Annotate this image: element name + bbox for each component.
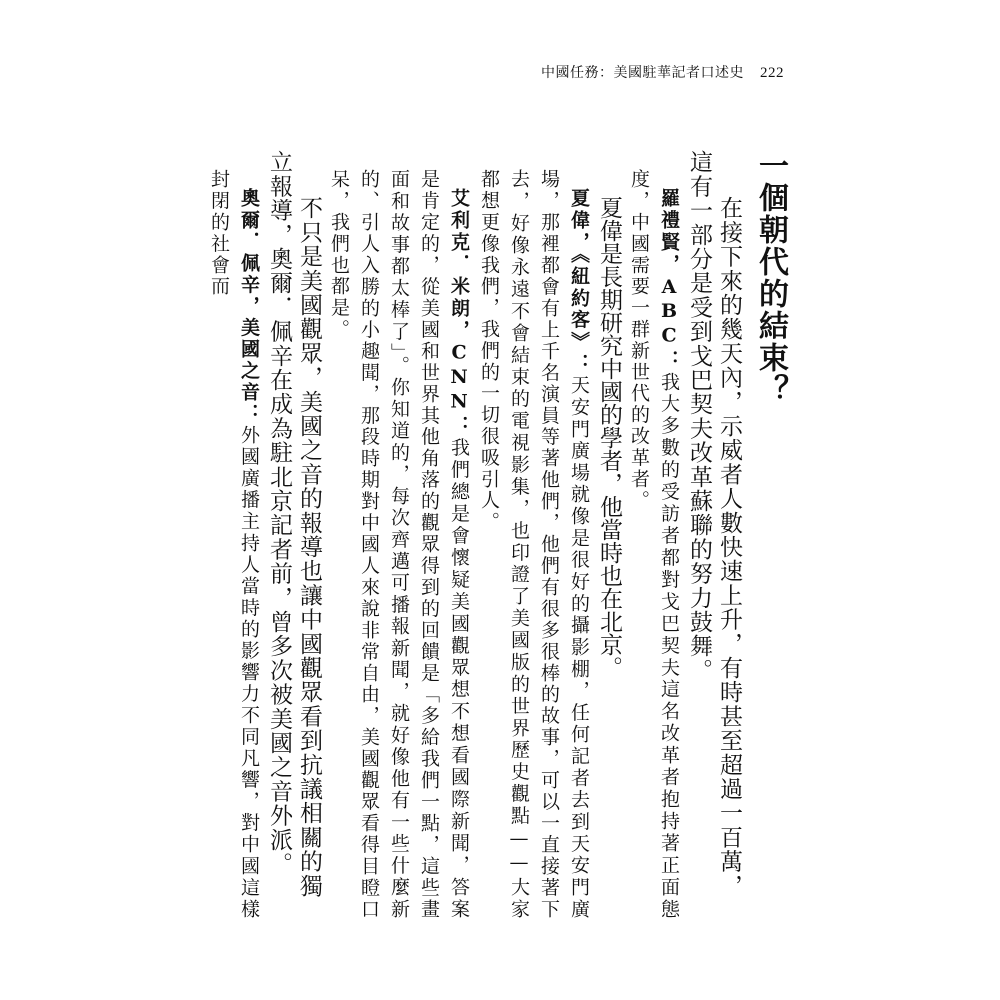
- interview-quote: [624, 150, 684, 920]
- quote-text: 我們總是會懷疑美國觀眾想不想看國際新聞，答案是肯定的，從美國和世界其他角落的觀眾得到的回饋是「多給我們一點，這些畫面和故事都太棒了」。你知道的，每次齊邁可播報新聞，就好像他有一些什麼新的、引人入勝的小趣聞，那段時期對中國人來說非常自由，美國觀眾看得目瞪口呆，我們也都是。: [328, 169, 470, 920]
- interview-quote: [474, 150, 594, 920]
- book-title: 中國任務：美國駐華記者口述史: [541, 65, 744, 81]
- interview-quote: [204, 150, 264, 920]
- page-body: [204, 150, 788, 920]
- interview-quote: [324, 150, 474, 920]
- body-paragraph: 在接下來的幾天內，示威者人數快速上升，有時甚至超過一百萬，這有一部分是受到戈巴契夫改革蘇聯的努力鼓舞。: [686, 150, 742, 898]
- body-paragraph: 夏偉是長期研究中國的學者，他當時也在北京。: [596, 196, 622, 679]
- quote-text: 我大多數的受訪者都對戈巴契夫這名改革者抱持著正面態度，中國需要一群新世代的改革者。: [628, 169, 680, 920]
- quote-speaker: 夏偉，《紐約客》：: [568, 188, 590, 375]
- page-number: 222: [760, 65, 784, 81]
- quote-text: 天安門廣場就像是很好的攝影棚，任何記者去到天安門廣場，那裡都會有上千名演員等著他們，他們有很多很棒的故事，可以一直接著下去，好像永遠不會結束的電視影集，也印證了美國版的世界歷史觀點——大家都想更像我們，我們的一切很吸引人。: [478, 169, 590, 920]
- quote-speaker: 羅禮賢，ABC：: [658, 188, 680, 372]
- running-header: [541, 62, 784, 82]
- body-paragraph: 不只是美國觀眾，美國之音的報導也讓中國觀眾看到抗議相關的獨立報導，奧爾．佩辛在成為駐北京記者前，曾多次被美國之音外派。: [266, 150, 322, 898]
- quote-text: 外國廣播主持人當時的影響力不同凡響，對中國這樣封閉的社會而: [208, 169, 260, 921]
- quote-speaker: 奧爾．佩辛，美國之音：: [238, 188, 260, 425]
- chapter-title: 一個朝代的結束？: [753, 150, 788, 406]
- quote-speaker: 艾利克．米朗，CNN：: [448, 188, 470, 438]
